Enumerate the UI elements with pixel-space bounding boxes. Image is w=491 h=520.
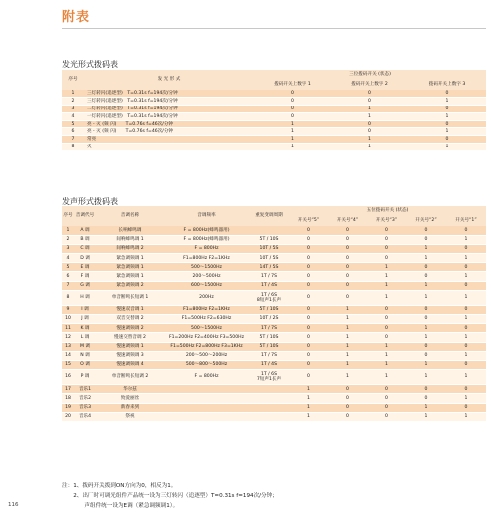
row-code: O 调 <box>74 360 96 369</box>
switch-state: 1 <box>406 244 446 253</box>
row-freq <box>164 385 249 394</box>
header-switch-1: 开关号“1” <box>446 216 486 226</box>
switch-state: 0 <box>367 226 406 235</box>
switch-state: 1 <box>408 98 486 106</box>
switch-state: 0 <box>328 281 367 290</box>
footnotes <box>62 481 278 511</box>
switch-state: 0 <box>254 90 331 98</box>
row-period: 1T / 4S <box>249 360 289 369</box>
switch-state: 0 <box>408 136 486 144</box>
row-no: 5 <box>62 120 84 128</box>
table-row <box>62 120 486 128</box>
switch-state: 1 <box>367 351 406 360</box>
row-code: 音乐3 <box>74 403 96 412</box>
row-code: H 调 <box>74 290 96 305</box>
row-name: 间响蜂鸣调 1 <box>96 235 164 244</box>
switch-state: 1 <box>367 370 406 385</box>
switch-state: 1 <box>289 412 328 421</box>
row-period: 1T / 7S <box>249 272 289 281</box>
row-freq: 500～800～500Hz <box>164 360 249 369</box>
row-name: 祭祝 <box>96 412 164 421</box>
row-no: 2 <box>62 98 84 106</box>
switch-state: 1 <box>406 290 446 305</box>
switch-state: 0 <box>408 90 486 98</box>
row-code: N 调 <box>74 351 96 360</box>
switch-state: 0 <box>406 342 446 351</box>
switch-state: 0 <box>328 235 367 244</box>
row-no: 8 <box>62 290 74 305</box>
row-code: K 调 <box>74 324 96 333</box>
switch-state: 0 <box>328 385 367 394</box>
switch-state: 1 <box>406 254 446 263</box>
switch-state: 1 <box>367 360 406 369</box>
header-switch-3: 开关号“3” <box>367 216 406 226</box>
switch-state: 0 <box>331 120 408 128</box>
row-period: 5T / 10S <box>249 342 289 351</box>
row-no: 8 <box>62 143 84 151</box>
table-row <box>62 324 486 333</box>
switch-state: 0 <box>367 315 406 324</box>
switch-state: 0 <box>367 305 406 314</box>
row-name: 新春来到 <box>96 403 164 412</box>
switch-state: 0 <box>367 412 406 421</box>
switch-state: 0 <box>289 351 328 360</box>
row-no: 2 <box>62 235 74 244</box>
switch-state: 0 <box>289 360 328 369</box>
row-freq: 200～500Hz <box>164 272 249 281</box>
switch-state: 1 <box>328 305 367 314</box>
table-row <box>62 342 486 351</box>
row-code: 音乐2 <box>74 394 96 403</box>
switch-state: 1 <box>367 290 406 305</box>
switch-state: 0 <box>289 272 328 281</box>
switch-state: 0 <box>367 324 406 333</box>
switch-state: 1 <box>446 333 486 342</box>
switch-state: 0 <box>254 113 331 121</box>
switch-state: 1 <box>446 412 486 421</box>
row-freq: F1=500Hz F2=800Hz F3=1KHz <box>164 342 249 351</box>
header-switch-5: 开关号“5” <box>289 216 328 226</box>
table-row <box>62 281 486 290</box>
switch-state: 1 <box>406 370 446 385</box>
switch-state: 0 <box>446 244 486 253</box>
switch-state: 1 <box>446 254 486 263</box>
switch-state: 0 <box>331 128 408 136</box>
switch-state: 0 <box>406 226 446 235</box>
row-mode: 亮 - 灭 (频 闪) T=0.76s f=46次/分钟 <box>84 120 254 128</box>
header-mode: 发 光 形 式 <box>84 70 254 90</box>
switch-state: 0 <box>289 235 328 244</box>
row-code: P 调 <box>74 370 96 385</box>
switch-state: 0 <box>367 403 406 412</box>
table-row <box>62 290 486 305</box>
table-row <box>62 136 486 144</box>
footnote-line: 2、出厂时可调光组件产品统一设为三灯转闪（追逐型）T=0.31s f=194次/分钟； <box>62 493 278 499</box>
switch-state: 1 <box>328 324 367 333</box>
row-period: 1T / 6S 7短声1长声 <box>249 370 289 385</box>
table-row <box>62 333 486 342</box>
table-row <box>62 105 486 113</box>
switch-state: 0 <box>446 263 486 272</box>
row-period: 14T / 5S <box>249 263 289 272</box>
row-name: 华尔兹 <box>96 385 164 394</box>
switch-state: 1 <box>446 315 486 324</box>
switch-state: 0 <box>289 370 328 385</box>
header-switch-group: 五位拨码开关 (状态) <box>289 206 486 216</box>
switch-state: 0 <box>367 254 406 263</box>
row-freq: 500～1500Hz <box>164 324 249 333</box>
table-row <box>62 98 486 106</box>
row-no: 20 <box>62 412 74 421</box>
row-freq <box>164 412 249 421</box>
switch-state: 1 <box>406 403 446 412</box>
row-name: 紧急调频调 1 <box>96 263 164 272</box>
row-code: D 调 <box>74 254 96 263</box>
row-no: 11 <box>62 324 74 333</box>
switch-state: 0 <box>328 412 367 421</box>
row-no: 1 <box>62 90 84 98</box>
row-no: 17 <box>62 385 74 394</box>
table-row <box>62 351 486 360</box>
table-row <box>62 226 486 235</box>
header-period: 重复变调周期 <box>249 206 289 226</box>
switch-state: 0 <box>289 324 328 333</box>
switch-state: 1 <box>254 120 331 128</box>
switch-state: 0 <box>328 244 367 253</box>
switch-state: 0 <box>406 305 446 314</box>
footnote-line: 注：1、拨码开关拨到ON方向为0，相反为1。 <box>62 483 177 489</box>
switch-state: 1 <box>289 403 328 412</box>
switch-state: 1 <box>406 333 446 342</box>
switch-state: 0 <box>446 342 486 351</box>
header-switch-4: 开关号“4” <box>328 216 367 226</box>
switch-state: 0 <box>367 394 406 403</box>
switch-state: 0 <box>289 290 328 305</box>
row-code: J 调 <box>74 315 96 324</box>
switch-state: 0 <box>446 403 486 412</box>
row-name: 紧急调频调 1 <box>96 272 164 281</box>
switch-state: 0 <box>289 305 328 314</box>
header-no: 序号 <box>62 206 74 226</box>
header-code: 音调代号 <box>74 206 96 226</box>
switch-state: 0 <box>367 333 406 342</box>
row-freq <box>164 403 249 412</box>
switch-state: 1 <box>446 370 486 385</box>
header-freq: 音调频率 <box>164 206 249 226</box>
header-name: 音调名称 <box>96 206 164 226</box>
switch-state: 0 <box>367 385 406 394</box>
row-mode: 三灯转闪(追逐型) T=0.31s f=194次/分钟 <box>84 98 254 106</box>
footnote-line: 声组件统一设为E调（紧急调频调1）。 <box>62 503 179 509</box>
row-freq: F1=200Hz F2=400Hz F3=500Hz <box>164 333 249 342</box>
row-name: 单音断鸣长短调 1 <box>96 290 164 305</box>
row-freq: 500～1500Hz <box>164 263 249 272</box>
header-bit-3: 拨码开关上数字 3 <box>408 80 486 90</box>
switch-state: 1 <box>289 385 328 394</box>
switch-state: 0 <box>331 98 408 106</box>
row-name: 慢速调频调 1 <box>96 342 164 351</box>
switch-state: 0 <box>328 272 367 281</box>
row-period <box>249 226 289 235</box>
row-no: 3 <box>62 105 84 113</box>
row-no: 15 <box>62 360 74 369</box>
switch-state: 1 <box>408 113 486 121</box>
switch-state: 0 <box>254 98 331 106</box>
sound-mode-table <box>62 206 486 422</box>
page-number: 116 <box>8 502 19 508</box>
row-code: E 调 <box>74 263 96 272</box>
row-name: 紧急调频调 2 <box>96 281 164 290</box>
page-title: 附表 <box>62 10 91 25</box>
switch-state: 1 <box>367 272 406 281</box>
row-code: 音乐4 <box>74 412 96 421</box>
table-row <box>62 360 486 369</box>
row-mode: 灭 <box>84 143 254 151</box>
row-freq: F = 800Hz(蜂鸣器用) <box>164 235 249 244</box>
switch-state: 1 <box>367 281 406 290</box>
row-no: 6 <box>62 128 84 136</box>
row-period: 10T / 5S <box>249 244 289 253</box>
row-no: 16 <box>62 370 74 385</box>
switch-state: 0 <box>446 226 486 235</box>
row-no: 7 <box>62 136 84 144</box>
row-freq: 200～500～200Hz <box>164 351 249 360</box>
switch-state: 1 <box>328 360 367 369</box>
row-no: 13 <box>62 342 74 351</box>
switch-state: 0 <box>328 403 367 412</box>
row-freq: F = 800Hz(蜂鸣器用) <box>164 226 249 235</box>
switch-state: 0 <box>446 360 486 369</box>
row-no: 3 <box>62 244 74 253</box>
switch-state: 0 <box>446 281 486 290</box>
switch-state: 0 <box>406 235 446 244</box>
table-row <box>62 128 486 136</box>
row-name: 致爱丽丝 <box>96 394 164 403</box>
table-row <box>62 403 486 412</box>
switch-state: 1 <box>367 263 406 272</box>
switch-state: 0 <box>446 385 486 394</box>
table-row <box>62 143 486 151</box>
row-code: C 调 <box>74 244 96 253</box>
row-freq: F1=800Hz F2=1KHz <box>164 254 249 263</box>
row-freq: F1=800Hz F2=1KHz <box>164 305 249 314</box>
switch-state: 1 <box>446 351 486 360</box>
row-name: 慢速调频调 2 <box>96 324 164 333</box>
switch-state: 0 <box>328 263 367 272</box>
table-row <box>62 305 486 314</box>
row-no: 7 <box>62 281 74 290</box>
row-no: 19 <box>62 403 74 412</box>
row-code: 音乐1 <box>74 385 96 394</box>
row-no: 4 <box>62 254 74 263</box>
switch-state: 0 <box>406 351 446 360</box>
switch-state: 1 <box>408 128 486 136</box>
switch-state: 1 <box>367 342 406 351</box>
header-switch-group: 三位拨码开关 (状态) <box>254 70 486 80</box>
switch-state: 0 <box>408 105 486 113</box>
row-mode: 亮 - 灭 (频 闪) T=0.76s f=46次/分钟 <box>84 128 254 136</box>
row-name: 双音交替调 2 <box>96 315 164 324</box>
row-code: M 调 <box>74 342 96 351</box>
row-period <box>249 403 289 412</box>
switch-state: 1 <box>331 136 408 144</box>
switch-state: 0 <box>408 120 486 128</box>
row-code: L 调 <box>74 333 96 342</box>
light-mode-table <box>62 70 486 151</box>
row-code: G 调 <box>74 281 96 290</box>
switch-state: 1 <box>289 394 328 403</box>
switch-state: 1 <box>406 412 446 421</box>
row-period: 10T / 2S <box>249 315 289 324</box>
switch-state: 1 <box>254 143 331 151</box>
table-row <box>62 113 486 121</box>
row-no: 6 <box>62 272 74 281</box>
row-mode: 一灯转闪(追逐型) T=0.31s f=194次/分钟 <box>84 113 254 121</box>
switch-state: 1 <box>328 370 367 385</box>
switch-state: 1 <box>254 128 331 136</box>
switch-state: 1 <box>331 113 408 121</box>
switch-state: 0 <box>406 315 446 324</box>
row-period: 5T / 10S <box>249 235 289 244</box>
row-freq: 200Hz <box>164 290 249 305</box>
switch-state: 0 <box>367 235 406 244</box>
row-name: 慢速调频调 4 <box>96 360 164 369</box>
switch-state: 1 <box>254 136 331 144</box>
table-row <box>62 90 486 98</box>
row-period: 10T / 5S <box>249 254 289 263</box>
table-row <box>62 254 486 263</box>
switch-state: 1 <box>328 333 367 342</box>
row-no: 4 <box>62 113 84 121</box>
row-period <box>249 394 289 403</box>
row-code: B 调 <box>74 235 96 244</box>
table-row <box>62 412 486 421</box>
row-period <box>249 412 289 421</box>
row-no: 9 <box>62 305 74 314</box>
row-no: 1 <box>62 226 74 235</box>
row-name: 长响蜂鸣调 <box>96 226 164 235</box>
row-period <box>249 385 289 394</box>
switch-state: 0 <box>406 385 446 394</box>
switch-state: 1 <box>446 290 486 305</box>
sound-mode-rows <box>62 226 486 421</box>
switch-state: 1 <box>446 394 486 403</box>
switch-state: 1 <box>406 281 446 290</box>
section-title-sound: 发声形式拨码表 <box>62 197 118 206</box>
switch-state: 0 <box>328 226 367 235</box>
row-code: A 调 <box>74 226 96 235</box>
switch-state: 1 <box>331 105 408 113</box>
header-bit-1: 拨码开关上数字 1 <box>254 80 331 90</box>
switch-state: 1 <box>406 324 446 333</box>
row-period: 5T / 10S <box>249 333 289 342</box>
switch-state: 0 <box>406 272 446 281</box>
table-row <box>62 235 486 244</box>
row-code: I 调 <box>74 305 96 314</box>
switch-state: 1 <box>328 315 367 324</box>
row-name: 慢速双音调 1 <box>96 305 164 314</box>
table-row <box>62 315 486 324</box>
title-divider <box>62 28 486 29</box>
row-name: 紧急调频调 1 <box>96 254 164 263</box>
row-no: 10 <box>62 315 74 324</box>
table-row <box>62 370 486 385</box>
switch-state: 0 <box>289 281 328 290</box>
row-freq: F = 800Hz <box>164 370 249 385</box>
row-period: 1T / 4S <box>249 281 289 290</box>
switch-state: 0 <box>289 226 328 235</box>
switch-state: 1 <box>331 143 408 151</box>
row-freq: 600～1500Hz <box>164 281 249 290</box>
row-name: 慢速交替音调 2 <box>96 333 164 342</box>
row-no: 12 <box>62 333 74 342</box>
switch-state: 0 <box>367 244 406 253</box>
table-row <box>62 394 486 403</box>
switch-state: 1 <box>406 360 446 369</box>
table-row <box>62 263 486 272</box>
switch-state: 0 <box>446 305 486 314</box>
switch-state: 0 <box>289 315 328 324</box>
switch-state: 0 <box>446 324 486 333</box>
switch-state: 0 <box>328 254 367 263</box>
switch-state: 0 <box>289 254 328 263</box>
switch-state: 1 <box>328 351 367 360</box>
switch-state: 1 <box>446 235 486 244</box>
switch-state: 1 <box>328 342 367 351</box>
header-switch-2: 开关号“2” <box>406 216 446 226</box>
header-no: 序号 <box>62 70 84 90</box>
row-period: 1T / 7S <box>249 324 289 333</box>
row-mode: 常亮 <box>84 136 254 144</box>
row-no: 14 <box>62 351 74 360</box>
switch-state: 0 <box>289 263 328 272</box>
row-freq: F1=500Hz F2=630Hz <box>164 315 249 324</box>
switch-state: 0 <box>254 105 331 113</box>
section-title-light: 发光形式拨码表 <box>62 60 118 69</box>
row-mode: 三灯转闪(追逐型) T=0.31s f=194次/分钟 <box>84 90 254 98</box>
switch-state: 0 <box>406 263 446 272</box>
row-no: 5 <box>62 263 74 272</box>
row-no: 18 <box>62 394 74 403</box>
row-period: 1T / 6S 8短声1长声 <box>249 290 289 305</box>
row-freq <box>164 394 249 403</box>
light-mode-rows <box>62 90 486 151</box>
row-name: 单音断鸣长短调 2 <box>96 370 164 385</box>
header-bit-2: 拨码开关上数字 2 <box>331 80 408 90</box>
switch-state: 0 <box>331 90 408 98</box>
switch-state: 1 <box>446 272 486 281</box>
row-mode: 二灯转闪(追逐型) T=0.31s f=194次/分钟 <box>84 105 254 113</box>
switch-state: 0 <box>328 290 367 305</box>
table-row <box>62 385 486 394</box>
row-freq: F = 800Hz <box>164 244 249 253</box>
switch-state: 1 <box>408 143 486 151</box>
row-period: 5T / 10S <box>249 305 289 314</box>
switch-state: 0 <box>406 394 446 403</box>
switch-state: 0 <box>289 342 328 351</box>
row-code: F 调 <box>74 272 96 281</box>
table-row <box>62 244 486 253</box>
switch-state: 0 <box>289 244 328 253</box>
row-name: 间响蜂鸣调 2 <box>96 244 164 253</box>
table-row <box>62 272 486 281</box>
row-name: 慢速调频调 3 <box>96 351 164 360</box>
switch-state: 0 <box>328 394 367 403</box>
switch-state: 0 <box>289 333 328 342</box>
row-period: 1T / 7S <box>249 351 289 360</box>
